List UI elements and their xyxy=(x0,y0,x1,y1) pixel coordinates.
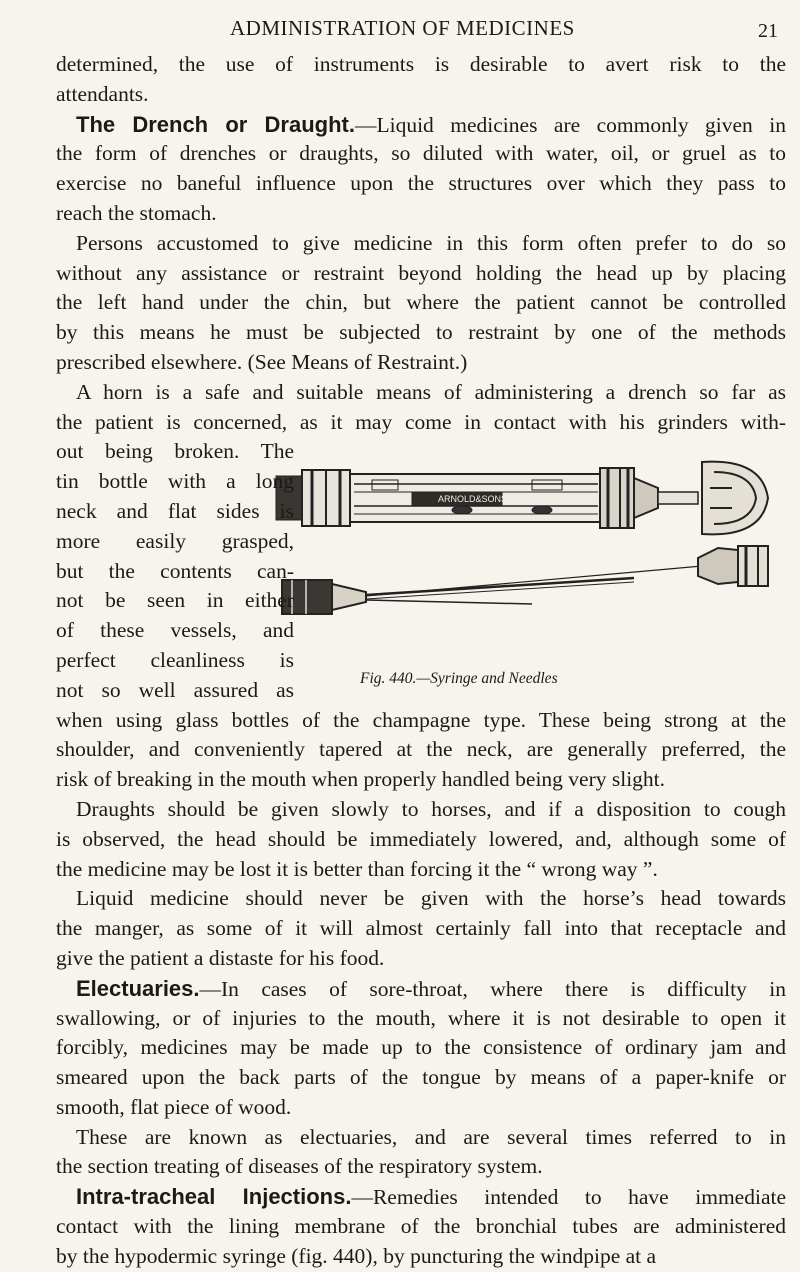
text-line: smeared upon the back parts of the tongue by means of a paper-knife or xyxy=(56,1065,786,1090)
text-line: Intra-tracheal Injections.—Remedies intended to have immediate xyxy=(76,1184,786,1210)
text-line: A horn is a safe and suitable means of administering a drench so far as xyxy=(76,379,786,404)
text-line: shoulder, and conveniently tapered at the neck, are generally preferred, the xyxy=(56,737,786,762)
text-line: more easily grasped, xyxy=(56,528,294,553)
text-line: is observed, the head should be immediately lowered, and, although some of xyxy=(56,826,786,851)
text-line: the left hand under the chin, but where the patient cannot be controlled xyxy=(56,290,786,315)
figure-caption: Fig. 440.—Syringe and Needles xyxy=(360,670,558,687)
text-line: the medicine may be lost it is better than forcing it the “ wrong way ”. xyxy=(56,856,658,881)
text-line: the form of drenches or draughts, so diluted with water, oil, or gruel as to xyxy=(56,141,786,166)
section-heading: Electuaries. xyxy=(76,975,200,1001)
text-line: Electuaries.—In cases of sore-throat, where there is difficulty in xyxy=(76,975,786,1001)
text-line: exercise no baneful influence upon the structures over which they pass to xyxy=(56,171,786,196)
text-line: the section treating of diseases of the respiratory system. xyxy=(56,1154,543,1179)
text-line: give the patient a distaste for his food. xyxy=(56,945,385,970)
text-line: swallowing, or of injuries to the mouth, where it is not desirable to open it xyxy=(56,1005,786,1030)
page-number: 21 xyxy=(758,20,778,42)
text-line: the manger, as some of it will almost certainly fall into that receptacle and xyxy=(56,916,786,941)
text-line: These are known as electuaries, and are several times referred to in xyxy=(76,1124,786,1149)
text-line: neck and flat sides is xyxy=(56,498,294,523)
section-heading: The Drench or Draught. xyxy=(76,111,355,137)
text-line: but the contents can- xyxy=(56,558,294,583)
text-line: not so well assured as xyxy=(56,677,294,702)
text-line: forcibly, medicines may be made up to the consistence of ordinary jam and xyxy=(56,1035,786,1060)
body-text xyxy=(56,50,786,1272)
running-title: ADMINISTRATION OF MEDICINES xyxy=(230,16,575,40)
text-line: The Drench or Draught.—Liquid medicines are commonly given in xyxy=(76,111,786,137)
text-line: determined, the use of instruments is desirable to avert risk to the xyxy=(56,52,786,76)
text-line: Liquid medicine should never be given with the horse’s head towards xyxy=(76,886,786,911)
text-line: of these vessels, and xyxy=(56,618,294,643)
text-line: when using glass bottles of the champagne type. These being strong at the xyxy=(56,707,786,732)
text-line: out being broken. The xyxy=(56,439,294,464)
text-line: risk of breaking in the mouth when properly handled being very slight. xyxy=(56,767,666,792)
page-header xyxy=(0,8,800,48)
text-line: not be seen in either xyxy=(56,588,294,613)
text-line: attendants. xyxy=(56,81,149,106)
text-line: Draughts should be given slowly to horses, and if a disposition to cough xyxy=(76,796,786,821)
text-line: smooth, flat piece of wood. xyxy=(56,1094,292,1119)
text-line: Persons accustomed to give medicine in this form often prefer to do so xyxy=(76,230,786,255)
text-line: prescribed elsewhere. (See Means of Restraint.) xyxy=(56,349,468,374)
text-line: without any assistance or restraint beyond holding the head up by placing xyxy=(56,260,786,285)
text-line: contact with the lining membrane of the bronchial tubes are administered xyxy=(56,1214,786,1239)
text-line: perfect cleanliness is xyxy=(56,647,294,672)
text-line: by the hypodermic syringe (fig. 440), by puncturing the windpipe at a xyxy=(56,1243,657,1268)
maker-mark-text: ARNOLD&SONS xyxy=(438,494,508,504)
text-line: reach the stomach. xyxy=(56,200,217,225)
text-line: tin bottle with a long xyxy=(56,469,294,494)
text-line: by this means he must be subjected to restraint by one of the methods xyxy=(56,320,786,345)
section-heading: Intra-tracheal Injections. xyxy=(76,1184,352,1210)
text-line: the patient is concerned, as it may come in contact with his grinders with- xyxy=(56,409,786,434)
